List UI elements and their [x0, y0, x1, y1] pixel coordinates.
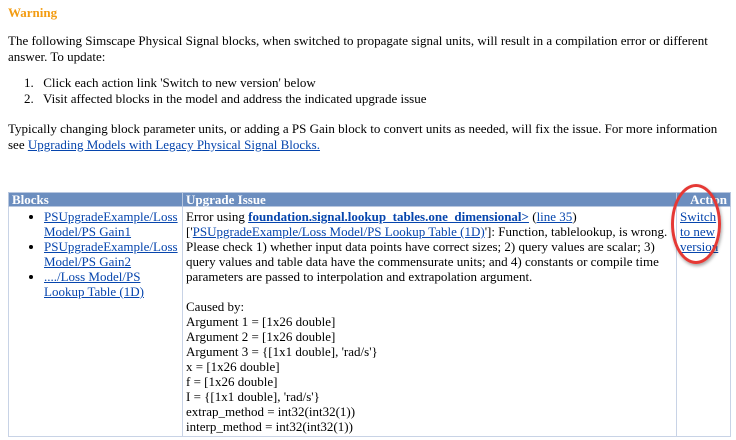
function-link[interactable]: foundation.signal.lookup_tables.one_dimensional> — [248, 209, 529, 224]
argument-line: extrap_method = int32(int32(1)) — [186, 404, 356, 419]
block-item — [44, 239, 179, 269]
issue-cell — [183, 207, 677, 437]
blocks-column-header: Blocks — [9, 193, 183, 207]
step-text: Visit affected blocks in the model and address the indicated upgrade issue — [43, 91, 427, 106]
issue-column-header: Upgrade Issue — [183, 193, 677, 207]
argument-line: interp_method = int32(int32(1)) — [186, 419, 353, 434]
error-message — [186, 209, 673, 284]
argument-line: Argument 1 = [1x26 double] — [186, 314, 336, 329]
line-link[interactable]: line 35 — [536, 209, 573, 224]
table-row — [9, 207, 731, 437]
step-number: 2. — [24, 91, 34, 106]
argument-line: I = {[1x1 double], 'rad/s'} — [186, 389, 320, 404]
table-header-row — [9, 193, 731, 207]
help-text-prefix: Typically changing block parameter units, or adding a PS Gain block to convert units as needed, will fix the issue. For more information see — [8, 121, 718, 152]
upgrading-models-link[interactable]: Upgrading Models with Legacy Physical Signal Blocks. — [27, 137, 320, 152]
line-open: ( — [528, 209, 537, 224]
highlight-circle — [671, 184, 721, 264]
upgrade-table — [8, 192, 731, 437]
steps-list — [24, 75, 426, 107]
blocks-list — [12, 209, 179, 299]
step-item — [24, 75, 426, 91]
intro-text: The following Simscape Physical Signal blocks, when switched to propagate signal units, will result in a compilation error or different answer. To update: — [8, 33, 708, 64]
argument-line: f = [1x26 double] — [186, 374, 278, 389]
lookup-block-link[interactable]: PSUpgradeExample/Loss Model/PS Lookup Table (1D) — [192, 224, 485, 239]
help-text — [8, 121, 730, 153]
block-link-gain2[interactable]: PSUpgradeExample/Loss Model/PS Gain2 — [44, 239, 178, 269]
spacer — [186, 284, 673, 299]
step-number: 1. — [24, 75, 34, 90]
step-text: Click each action link 'Switch to new version' below — [43, 75, 316, 90]
caused-by-label: Caused by: — [186, 299, 245, 314]
block-item — [44, 209, 179, 239]
bracket-open: [' — [186, 224, 193, 239]
block-item — [44, 269, 179, 299]
block-link-lookup-table[interactable]: ..../Loss Model/PS Lookup Table (1D) — [44, 269, 144, 299]
step-item — [24, 91, 426, 107]
blocks-cell — [9, 207, 183, 437]
error-prefix: Error using — [186, 209, 249, 224]
argument-line: Argument 3 = {[1x1 double], 'rad/s'} — [186, 344, 378, 359]
error-description: ']: Function, tablelookup, is wrong. Please check 1) whether input data points have correct sizes; 2) query values are scalar; 3) query values and table data have the commensurate units; and 4) constants or compile time parameters are passed to interpolation and extrapolation argument. — [186, 224, 668, 284]
block-link-gain1[interactable]: PSUpgradeExample/Loss Model/PS Gain1 — [44, 209, 178, 239]
line-close: ) — [572, 209, 577, 224]
warning-title: Warning — [8, 5, 58, 20]
argument-line: Argument 2 = [1x26 double] — [186, 329, 336, 344]
switch-to-new-version-link[interactable]: Switch to new version — [680, 209, 719, 254]
action-column-header: Action — [677, 193, 731, 207]
argument-line: x = [1x26 double] — [186, 359, 280, 374]
